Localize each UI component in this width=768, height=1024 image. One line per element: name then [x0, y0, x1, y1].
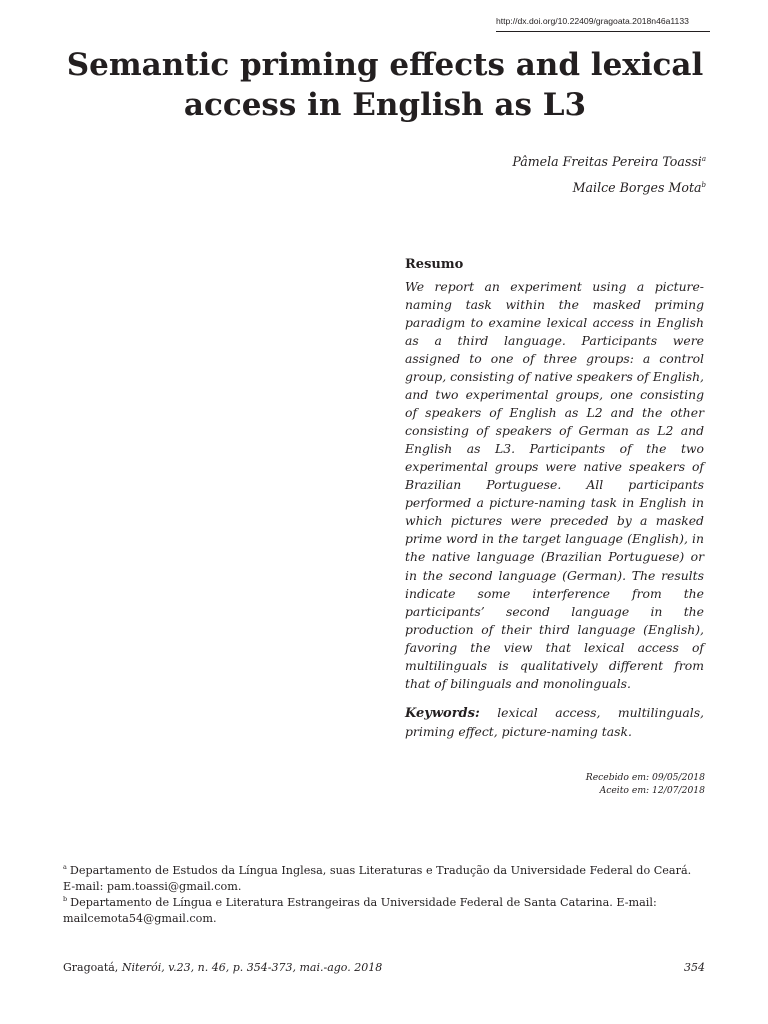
author-1-name: Pâmela Freitas Pereira Toassi: [512, 154, 702, 169]
journal-citation: [63, 960, 382, 976]
submission-dates: [465, 771, 705, 797]
author-1-mark: a: [701, 154, 706, 163]
article-title: [40, 45, 730, 125]
author-1: [366, 153, 706, 171]
footnote-a: [63, 863, 703, 895]
abstract-heading: Resumo: [405, 257, 464, 272]
abstract-text: We report an experiment using a picture-naming task within the masked priming paradigm to examine lexical access in English as a third language. Participants were assigned to one of three groups: a control group, consisting of native speakers of English, and two experimental groups, one consisting of speakers of English as L2 and the other consisting of speakers of German as L2 and English as L3. Participants of the two experimental groups were native speakers of Brazilian Portuguese. All participants performed a picture-naming task in English in which pictures were preceded by a masked prime word in the target language (English), in the native language (Brazilian Portuguese) or in the second language (German). The results indicate some interference from the participants’ second language in the production of their third language (English), favoring the view that lexical access of multilinguals is qualitatively different from that of bilinguals and monolinguals.: [405, 279, 704, 691]
author-2: [366, 179, 706, 197]
title-line-1: Semantic priming effects and lexical: [66, 47, 704, 83]
author-2-name: Mailce Borges Mota: [572, 180, 702, 195]
footnote-b: [63, 895, 703, 927]
keywords-label: Keywords:: [405, 706, 480, 721]
journal-name: Gragoatá,: [63, 961, 119, 974]
doi-link[interactable]: http://dx.doi.org/10.22409/gragoata.2018n46a1133: [496, 15, 710, 32]
author-2-mark: b: [701, 180, 706, 189]
keywords-text: lexical access, multilinguals, priming effect, picture-naming task.: [405, 705, 704, 739]
citation-details: Niterói, v.23, n. 46, p. 354-373, mai.-ago. 2018: [121, 961, 383, 974]
footnote-a-mark: a: [63, 863, 67, 872]
accepted-date: Aceito em: 12/07/2018: [599, 785, 705, 796]
footnote-a-text: Departamento de Estudos da Língua Inglesa, suas Literaturas e Tradução da Universidade Federal do Ceará. E-mail: pam.toassi@gmail.com.: [63, 864, 692, 893]
received-date: Recebido em: 09/05/2018: [585, 772, 705, 783]
page-number: 354: [684, 961, 705, 974]
footnote-b-text: Departamento de Língua e Literatura Estrangeiras da Universidade Federal de Santa Catarina. E-mail: mailcemota54@gmail.com.: [63, 896, 657, 925]
keywords: [405, 704, 704, 741]
title-line-2: access in English as L3: [183, 87, 587, 123]
footnote-b-mark: b: [63, 895, 68, 904]
